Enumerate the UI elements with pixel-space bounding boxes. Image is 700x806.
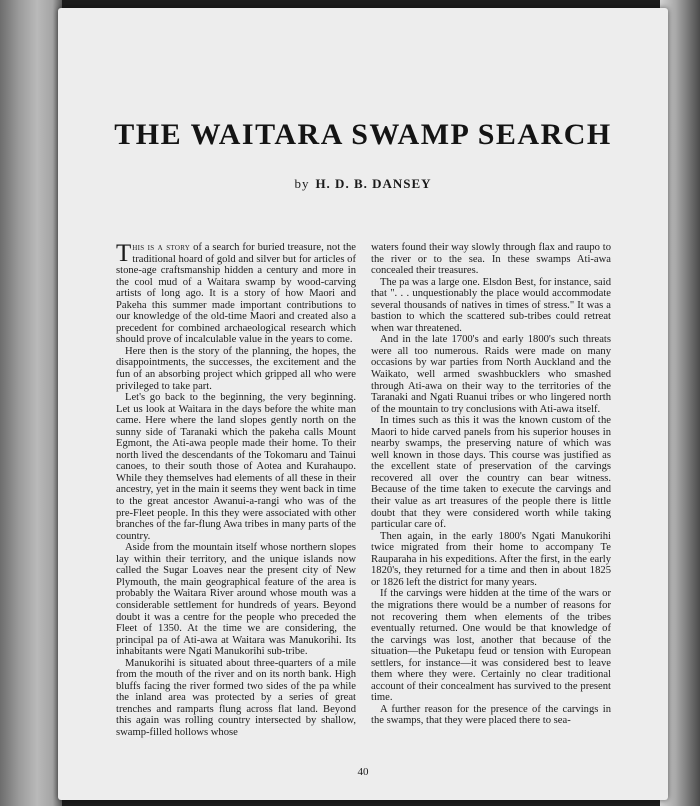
drop-cap: T — [116, 240, 132, 267]
paragraph: In times such as this it was the known custom of the Maori to hide carved panels from his superior houses in nearby swamps, the preserving nature of which was well known in those days. This course was justified as the excellent state of preservation of the carvings recovered all over the country can bear witness. Because of the time taken to execute the carvings and their value as art treasures of the people there is little doubt that they were considered worth while taking particular care of. — [371, 415, 611, 531]
lead-paragraph — [116, 242, 356, 346]
paragraph: And in the late 1700's and early 1800's such threats were all too numerous. Raids were made on many occasions by war parties from North Auckland and the Waikato, well armed swashbucklers who smashed through Ati-awa on their way to the territories of the Taranaki and Ngati Ruanui tribes or who lingered north of the mountain to try conclusions with Ati-awa itself. — [371, 334, 611, 415]
scan-left-edge — [0, 0, 62, 806]
author-name: H. D. B. DANSEY — [315, 176, 432, 191]
left-column — [116, 242, 356, 739]
paragraph: Here then is the story of the planning, the hopes, the disappointments, the successes, the excitement and the fun of an absorbing project which gripped all who were privileged to take part. — [116, 345, 356, 392]
byline-prefix: by — [294, 176, 310, 191]
lead-smallcaps: his is a story — [132, 242, 191, 253]
magazine-page — [58, 8, 668, 800]
page-number: 40 — [357, 766, 369, 778]
paragraph: Manukorihi is situated about three-quarters of a mile from the mouth of the river and on its north bank. High bluffs facing the river formed two sides of the pa while the inland area was protected by a series of great trenches and ramparts flung across flat land. Beyond this again was rolling country intersected by shallow, swamp-filled hollows whose — [116, 657, 356, 738]
lead-text: of a search for buried treasure, not the traditional hoard of gold and silver but for articles of stone-age craftsmanship hidden a century and more in the cool mud of a Waitara swamp by wood-carving artists of long ago. It is a story of how Maori and Pakeha this summer made important contributions to our knowledge of the old-time Maori and created also a precedent for combined archaeological research which should prove of incalculable value in the years to come. — [116, 242, 356, 346]
article-title: THE WAITARA SWAMP SEARCH — [114, 118, 612, 151]
paragraph-continued: waters found their way slowly through flax and raupo to the river or to the sea. In these swamps Ati-awa concealed their treasures. — [371, 242, 611, 277]
paragraph: Then again, in the early 1800's Ngati Manukorihi twice migrated from their home to accompany Te Rauparaha in his expeditions. After the first, in the early 1820's, they returned for a time and then in about 1825 or 1826 left the district for many years. — [371, 530, 611, 588]
paragraph: Let's go back to the beginning, the very beginning. Let us look at Waitara in the days before the white man came. Here where the land slopes gently north on the sunny side of Taranaki which the pakeha calls Mount Egmont, the Ati-awa people made their home. To their north lived the descendants of the Tokomaru and Tainui canoes, to their south those of Aotea and Kurahaupo. While they themselves had elements of all these in their ancestry, yet in the main it seems they went back in time to the great ancestor Awanui-a-rangi who was of the pre-Fleet people. In this they were associated with other branches of the far-flung Awa tribes in many parts of the country. — [116, 392, 356, 542]
paragraph: Aside from the mountain itself whose northern slopes lay within their territory, and the unique islands now called the Sugar Loaves near the present city of New Plymouth, the main geographical feature of the area is probably the Waitara River around whose mouth was a considerable settlement for hundreds of years. Beyond doubt it was a centre for the people who preceded the Fleet of 1350. At the time we are considering, the principal pa of Ati-awa at Waitara was Manukorihi. Its inhabitants were Ngati Manukorihi sub-tribe. — [116, 542, 356, 658]
paragraph: If the carvings were hidden at the time of the wars or the migrations there would be a number of reasons for not recovering them when elements of the tribes eventually returned. One would be that knowledge of the carvings was lost, another that because of the situation—the Puketapu feud or tension with European settlers, for instance—it was considered best to leave them where they were. Certainly no clear traditional account of their concealment has survived to the present time. — [371, 588, 611, 704]
byline — [58, 176, 668, 192]
paragraph: The pa was a large one. Elsdon Best, for instance, said that ". . . unquestionably the place would accommodate several thousands of natives in times of stress." It was a bastion to which the scattered sub-tribes could retreat when war threatened. — [371, 276, 611, 334]
right-column — [371, 242, 611, 727]
paragraph: A further reason for the presence of the carvings in the swamps, that they were placed there to sea- — [371, 703, 611, 727]
